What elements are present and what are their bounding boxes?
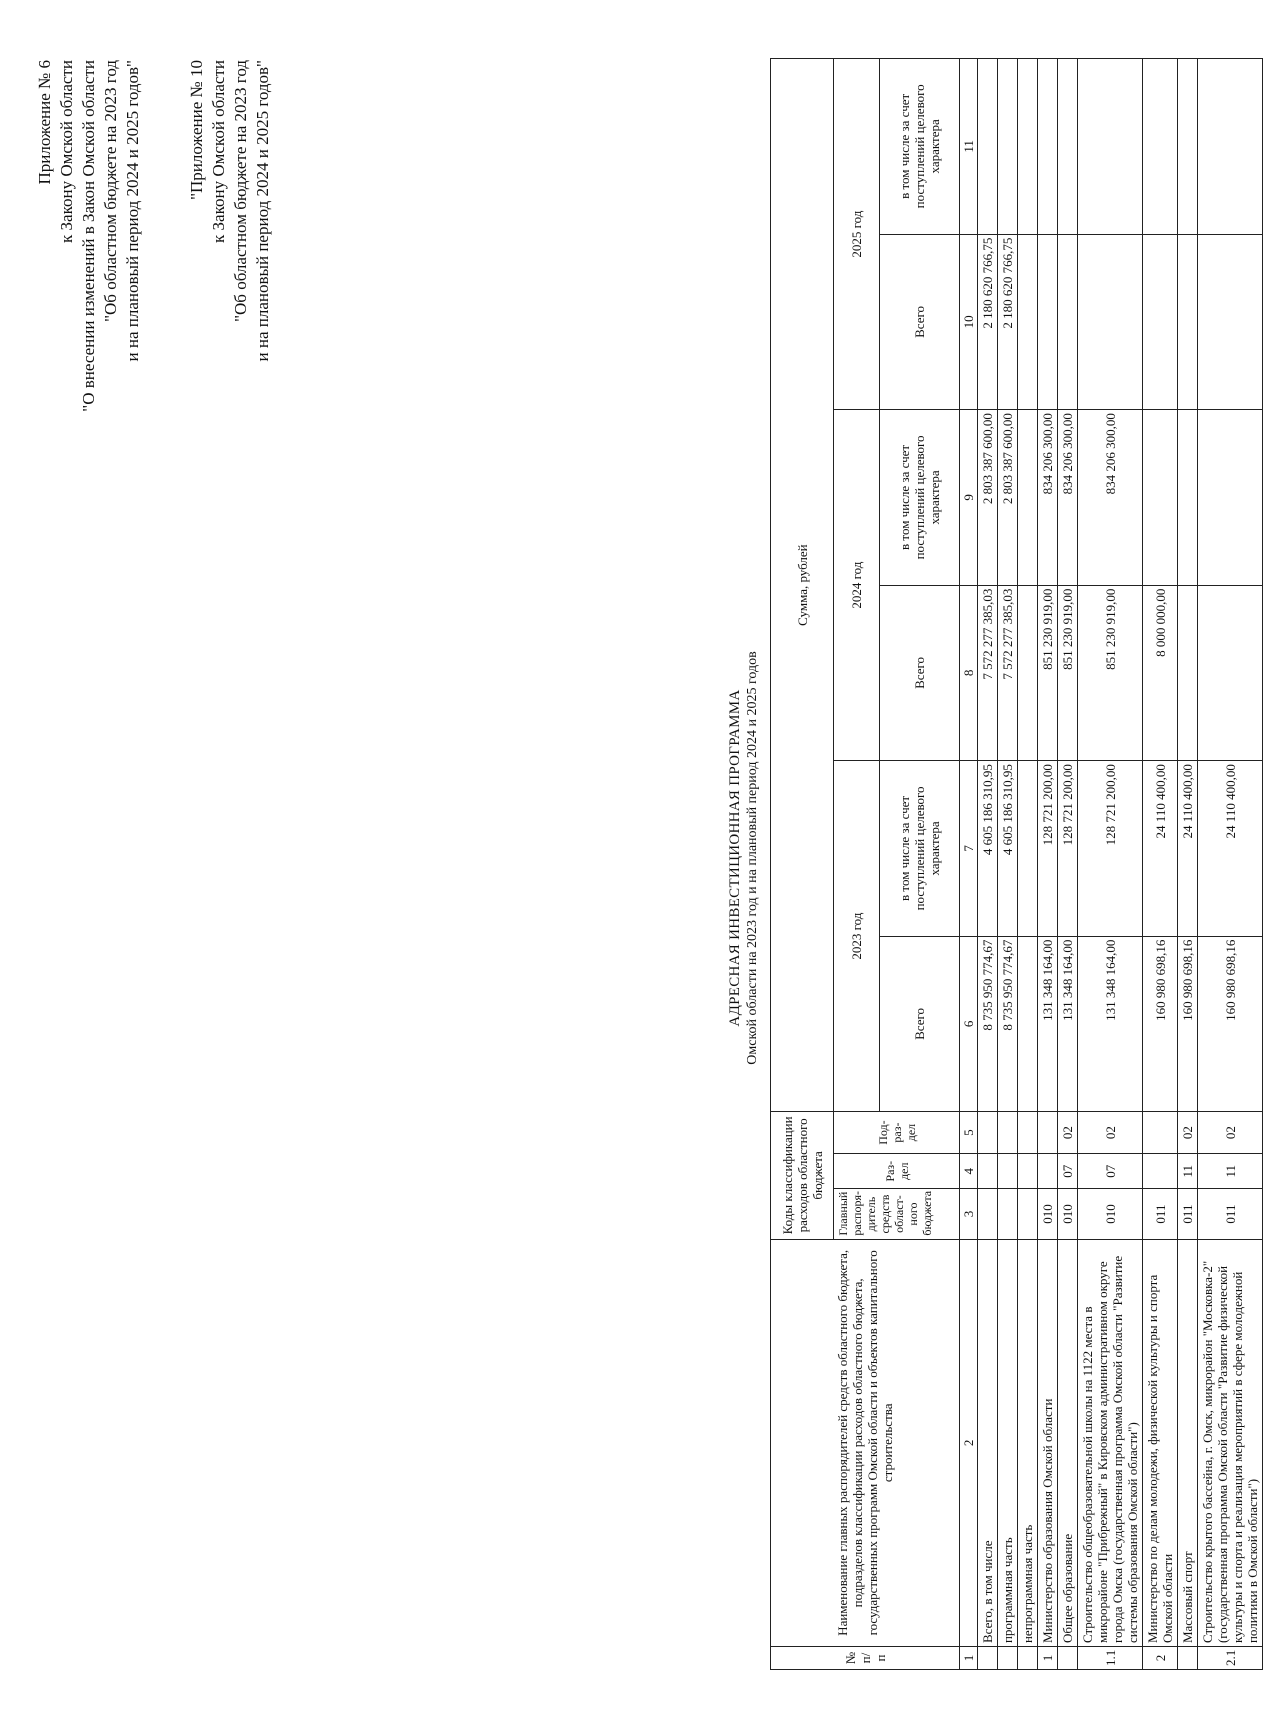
- row-targeted-2023: [1018, 761, 1038, 937]
- col-number: 2: [960, 1239, 978, 1646]
- header-code-grbs: Главный распоря-дитель средств област-ного бюджета: [834, 1189, 960, 1239]
- row-targeted-2025: [1018, 59, 1038, 235]
- appendix-line: "Приложение № 10: [187, 60, 206, 200]
- row-total-2024: 7 572 277 385,03: [978, 585, 998, 761]
- row-targeted-2025: [978, 59, 998, 235]
- title-sub: Омской области на 2023 год и на плановый период 2024 и 2025 годов: [745, 651, 760, 1065]
- row-name: Министерство по делам молодежи, физической культуры и спорта Омской области: [1143, 1239, 1178, 1646]
- row-index: [978, 1647, 998, 1670]
- row-name: Всего, в том числе: [978, 1239, 998, 1646]
- row-targeted-2025: [1058, 59, 1078, 235]
- header-targeted-2025: в том числе за счет поступлений целевого характера: [880, 59, 960, 235]
- row-targeted-2025: [1078, 59, 1143, 235]
- row-code-subsection: [998, 1112, 1018, 1154]
- row-targeted-2023: 128 721 200,00: [1038, 761, 1058, 937]
- row-targeted-2025: [1198, 59, 1263, 235]
- row-code-subsection: [1143, 1112, 1178, 1154]
- col-number: 9: [960, 410, 978, 586]
- table-row: [1198, 59, 1263, 1670]
- row-index: [1018, 1647, 1038, 1670]
- row-index: 2: [1143, 1647, 1178, 1670]
- header-year-2025: 2025 год: [834, 59, 880, 410]
- row-code-grbs: 011: [1198, 1189, 1263, 1239]
- table-row: [1038, 59, 1058, 1670]
- document-title: [727, 608, 761, 1108]
- row-index: [1178, 1647, 1198, 1670]
- table-row: [1078, 59, 1143, 1670]
- row-total-2023: 8 735 950 774,67: [978, 936, 998, 1112]
- col-number: 7: [960, 761, 978, 937]
- row-name: программная часть: [998, 1239, 1018, 1646]
- row-code-grbs: [1018, 1189, 1038, 1239]
- row-targeted-2023: 128 721 200,00: [1058, 761, 1078, 937]
- row-code-section: [1018, 1153, 1038, 1189]
- row-targeted-2024: 2 803 387 600,00: [978, 410, 998, 586]
- row-code-grbs: 010: [1058, 1189, 1078, 1239]
- investment-program-table: [770, 58, 1263, 1670]
- row-targeted-2025: [998, 59, 1018, 235]
- appendix-line: "Об областном бюджете на 2023 год: [101, 60, 120, 322]
- appendix-line: и на плановый период 2024 и 2025 годов": [253, 60, 272, 362]
- table-row: [1143, 59, 1178, 1670]
- row-code-section: 07: [1058, 1153, 1078, 1189]
- row-index: 1: [1038, 1647, 1058, 1670]
- row-total-2023: 131 348 164,00: [1058, 936, 1078, 1112]
- row-total-2025: [1178, 234, 1198, 410]
- table-row: [1018, 59, 1038, 1670]
- header-name: Наименование главных распорядителей средств областного бюджета, подразделов классификации расходов областного бюджета, государственных программ Омской области и объектов капитального строительства: [771, 1239, 960, 1646]
- table-row: [1058, 59, 1078, 1670]
- row-total-2024: [1198, 585, 1263, 761]
- row-code-subsection: [978, 1112, 998, 1154]
- row-total-2024: 851 230 919,00: [1078, 585, 1143, 761]
- row-index: 1.1: [1078, 1647, 1143, 1670]
- row-code-subsection: 02: [1078, 1112, 1143, 1154]
- row-total-2025: [1018, 234, 1038, 410]
- row-targeted-2024: [1018, 410, 1038, 586]
- row-code-grbs: 010: [1078, 1189, 1143, 1239]
- col-number: 8: [960, 585, 978, 761]
- row-total-2023: 131 348 164,00: [1078, 936, 1143, 1112]
- row-code-section: 11: [1198, 1153, 1263, 1189]
- row-targeted-2024: [1198, 410, 1263, 586]
- row-total-2025: [1078, 234, 1143, 410]
- row-targeted-2024: [1143, 410, 1178, 586]
- row-total-2023: 160 980 698,16: [1178, 936, 1198, 1112]
- header-total-2024: Всего: [880, 585, 960, 761]
- row-targeted-2025: [1143, 59, 1178, 235]
- row-total-2025: 2 180 620 766,75: [978, 234, 998, 410]
- col-number: 3: [960, 1189, 978, 1239]
- col-number: 4: [960, 1153, 978, 1189]
- row-name: Строительство крытого бассейна, г. Омск, микрорайон "Московка-2" (государственная программа Омской области "Развитие физической культуры и спорта и реализация мероприятий в сфере молодежной политики в Омской области"): [1198, 1239, 1263, 1646]
- row-targeted-2024: [1178, 410, 1198, 586]
- row-code-grbs: 011: [1178, 1189, 1198, 1239]
- row-total-2023: 131 348 164,00: [1038, 936, 1058, 1112]
- appendix-10-header: [186, 60, 274, 361]
- row-total-2024: 7 572 277 385,03: [998, 585, 1018, 761]
- row-total-2025: [1143, 234, 1178, 410]
- col-number: 1: [960, 1647, 978, 1670]
- row-code-section: [1143, 1153, 1178, 1189]
- header-total-2023: Всего: [880, 936, 960, 1112]
- row-name: Строительство общеобразовательной школы на 1122 места в микрорайоне "Прибрежный" в Кировском административном округе города Омска (государственная программа Омской области "Развитие системы образования Омской области"): [1078, 1239, 1143, 1646]
- row-code-subsection: 02: [1058, 1112, 1078, 1154]
- row-name: непрограммная часть: [1018, 1239, 1038, 1646]
- appendix-line: Приложение № 6: [35, 60, 54, 185]
- row-index: 2.1: [1198, 1647, 1263, 1670]
- col-number: 5: [960, 1112, 978, 1154]
- row-code-grbs: 010: [1038, 1189, 1058, 1239]
- row-targeted-2023: 4 605 186 310,95: [978, 761, 998, 937]
- row-total-2023: 160 980 698,16: [1143, 936, 1178, 1112]
- row-total-2024: 851 230 919,00: [1058, 585, 1078, 761]
- header-targeted-2024: в том числе за счет поступлений целевого характера: [880, 410, 960, 586]
- table-row: [1178, 59, 1198, 1670]
- title-main: АДРЕСНАЯ ИНВЕСТИЦИОННАЯ ПРОГРАММА: [727, 689, 743, 1027]
- row-name: Массовый спорт: [1178, 1239, 1198, 1646]
- appendix-6-header: [34, 60, 144, 412]
- row-total-2024: 851 230 919,00: [1038, 585, 1058, 761]
- row-code-subsection: 02: [1178, 1112, 1198, 1154]
- header-total-2025: Всего: [880, 234, 960, 410]
- header-targeted-2023: в том числе за счет поступлений целевого характера: [880, 761, 960, 937]
- row-code-section: 11: [1178, 1153, 1198, 1189]
- row-targeted-2025: [1178, 59, 1198, 235]
- col-number: 6: [960, 936, 978, 1112]
- row-code-grbs: [998, 1189, 1018, 1239]
- row-total-2025: [1058, 234, 1078, 410]
- row-total-2024: 8 000 000,00: [1143, 585, 1178, 761]
- row-total-2025: 2 180 620 766,75: [998, 234, 1018, 410]
- row-targeted-2024: 834 206 300,00: [1058, 410, 1078, 586]
- row-code-section: [998, 1153, 1018, 1189]
- table-row: [998, 59, 1018, 1670]
- row-targeted-2023: 24 110 400,00: [1143, 761, 1178, 937]
- header-year-2023: 2023 год: [834, 761, 880, 1112]
- row-name: Министерство образования Омской области: [1038, 1239, 1058, 1646]
- row-targeted-2023: 24 110 400,00: [1178, 761, 1198, 937]
- row-targeted-2023: 128 721 200,00: [1078, 761, 1143, 937]
- row-name: Общее образование: [1058, 1239, 1078, 1646]
- row-targeted-2023: 24 110 400,00: [1198, 761, 1263, 937]
- row-code-subsection: 02: [1198, 1112, 1263, 1154]
- appendix-line: "О внесении изменений в Закон Омской области: [79, 60, 98, 412]
- header-code-section: Раз-дел: [834, 1153, 960, 1189]
- row-total-2023: 8 735 950 774,67: [998, 936, 1018, 1112]
- row-code-subsection: [1018, 1112, 1038, 1154]
- row-total-2025: [1038, 234, 1058, 410]
- row-targeted-2024: 2 803 387 600,00: [998, 410, 1018, 586]
- table-row: [978, 59, 998, 1670]
- appendix-line: и на плановый период 2024 и 2025 годов": [123, 60, 142, 362]
- row-total-2024: [1018, 585, 1038, 761]
- row-code-subsection: [1038, 1112, 1058, 1154]
- row-total-2025: [1198, 234, 1263, 410]
- appendix-line: к Закону Омской области: [57, 60, 76, 243]
- col-number: 11: [960, 59, 978, 235]
- row-targeted-2023: 4 605 186 310,95: [998, 761, 1018, 937]
- row-code-section: [978, 1153, 998, 1189]
- row-code-grbs: 011: [1143, 1189, 1178, 1239]
- row-index: [1058, 1647, 1078, 1670]
- header-sum: Сумма, рублей: [771, 59, 834, 1112]
- header-num: № п/п: [771, 1647, 960, 1670]
- row-targeted-2025: [1038, 59, 1058, 235]
- row-index: [998, 1647, 1018, 1670]
- row-targeted-2024: 834 206 300,00: [1078, 410, 1143, 586]
- appendix-line: "Об областном бюджете на 2023 год: [231, 60, 250, 322]
- header-code-subsection: Под-раз-дел: [834, 1112, 960, 1154]
- column-number-row: [960, 59, 978, 1670]
- row-targeted-2024: 834 206 300,00: [1038, 410, 1058, 586]
- row-code-section: [1038, 1153, 1058, 1189]
- row-code-section: 07: [1078, 1153, 1143, 1189]
- row-total-2023: 160 980 698,16: [1198, 936, 1263, 1112]
- appendix-line: к Закону Омской области: [209, 60, 228, 243]
- row-total-2024: [1178, 585, 1198, 761]
- header-year-2024: 2024 год: [834, 410, 880, 761]
- row-code-grbs: [978, 1189, 998, 1239]
- col-number: 10: [960, 234, 978, 410]
- row-total-2023: [1018, 936, 1038, 1112]
- header-codes: Коды классификации расходов областного бюджета: [771, 1112, 834, 1239]
